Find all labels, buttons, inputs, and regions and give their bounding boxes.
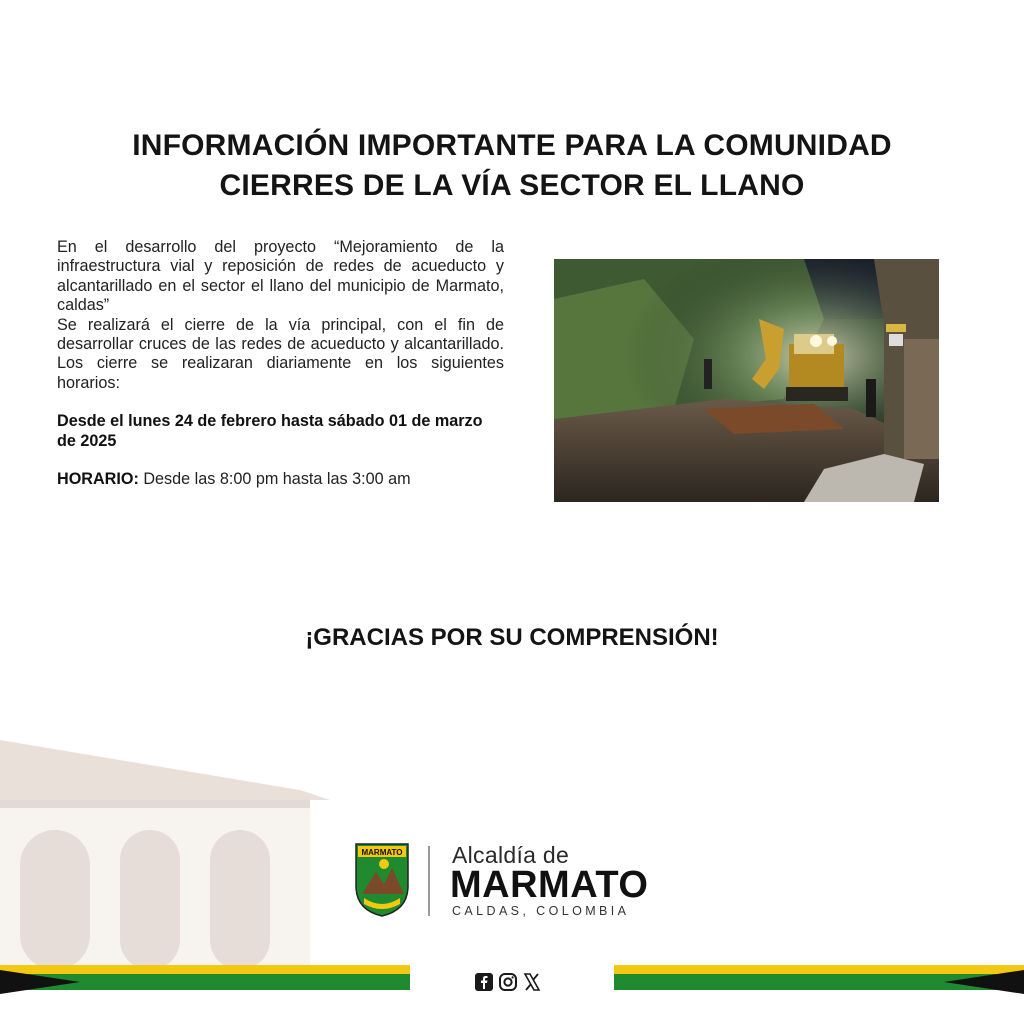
municipal-shield-icon — [354, 842, 410, 918]
schedule-label: HORARIO: — [57, 470, 139, 489]
thanks-message: ¡GRACIAS POR SU COMPRENSIÓN! — [305, 624, 719, 651]
page-title — [0, 126, 1024, 206]
background-building-image — [0, 720, 330, 970]
brand-line-3: CALDAS, COLOMBIA — [452, 904, 630, 918]
facebook-icon[interactable] — [474, 972, 494, 997]
construction-photo — [554, 259, 939, 502]
logo-divider — [428, 846, 430, 916]
closure-dates: Desde el lunes 24 de febrero hasta sábado 01 de marzo de 2025 — [57, 412, 483, 450]
announcement-body — [57, 238, 504, 489]
schedule-value: Desde las 8:00 pm hasta las 3:00 am — [138, 470, 411, 489]
title-line-2: CIERRES DE LA VÍA SECTOR EL LLANO — [219, 169, 805, 202]
title-line-1: INFORMACIÓN IMPORTANTE PARA LA COMUNIDAD — [132, 129, 892, 162]
svg-text:MARMATO: MARMATO — [361, 848, 403, 857]
instagram-icon[interactable] — [498, 972, 518, 997]
brand-line-2: MARMATO — [450, 864, 649, 906]
x-icon[interactable] — [522, 972, 542, 997]
schedule-line — [57, 470, 504, 489]
project-paragraph: En el desarrollo del proyecto “Mejoramiento de la infraestructura vial y reposición de redes de acueducto y alcantarillado en el sector el llano del municipio de Marmato, caldas” — [57, 238, 504, 315]
closure-paragraph: Se realizará el cierre de la vía principal, con el fin de desarrollar cruces de las redes de acueducto y alcantarillado. Los cierre se realizaran diariamente en los siguientes horarios: — [57, 315, 504, 392]
social-links — [474, 973, 546, 995]
brand-line-1: Alcaldía de — [452, 842, 570, 868]
